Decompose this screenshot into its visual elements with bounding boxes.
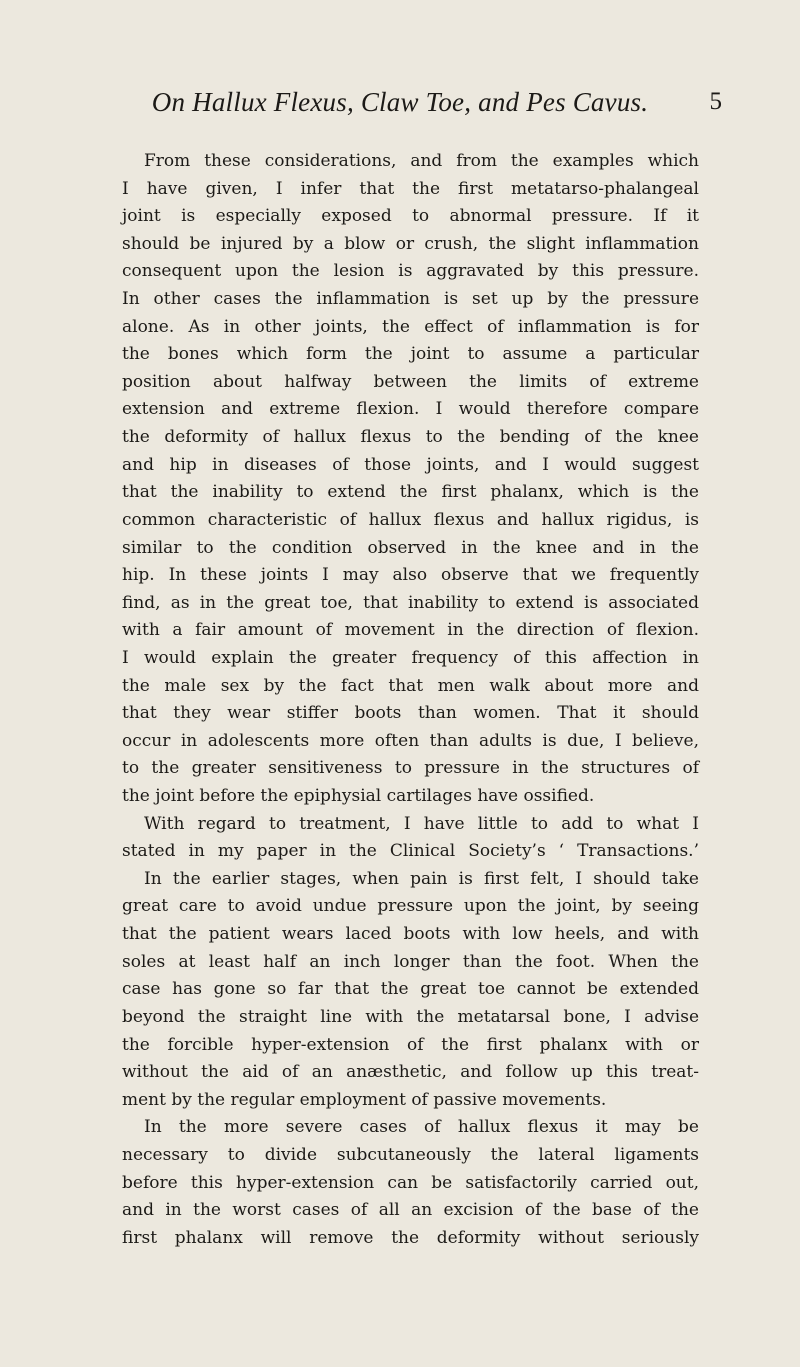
text-line: great care to avoid undue pressure upon the joint, by seeing	[122, 896, 699, 917]
text-line: hip. In these joints I may also observe that we frequently	[122, 565, 699, 586]
text-line: beyond the straight line with the metatarsal bone, I advise	[122, 1006, 699, 1027]
text-line: the male sex by the fact that men walk about more and	[122, 675, 699, 696]
text-line: From these considerations, and from the examples which	[144, 151, 699, 171]
text-line: position about halfway between the limits of extreme	[122, 371, 699, 392]
text-line: With regard to treatment, I have little to add to what I	[144, 813, 699, 834]
text-line: similar to the condition observed in the knee and in the	[122, 537, 699, 558]
text-line: alone. As in other joints, the effect of inflammation is for	[122, 316, 699, 337]
text-line: ment by the regular employment of passive movements.	[122, 1089, 607, 1110]
text-line: should be injured by a blow or crush, the slight inflammation	[122, 233, 699, 254]
page-number: 5	[709, 88, 722, 115]
text-line: case has gone so far that the great toe cannot be extended	[122, 979, 699, 1000]
page-header	[118, 84, 722, 120]
text-line: and hip in diseases of those joints, and I would suggest	[122, 454, 699, 475]
text-line: the deformity of hallux flexus to the bending of the knee	[122, 427, 699, 448]
text-line: with a fair amount of movement in the direction of flexion.	[122, 620, 699, 641]
text-line: the forcible hyper-extension of the first phalanx with or	[122, 1034, 699, 1055]
text-line: I have given, I infer that the first metatarso-phalangeal	[122, 178, 699, 199]
text-line: In the earlier stages, when pain is first felt, I should take	[144, 868, 699, 889]
text-line: soles at least half an inch longer than the foot. When the	[122, 951, 699, 972]
body-text	[122, 148, 699, 1252]
text-line: common characteristic of hallux flexus and hallux rigidus, is	[122, 509, 699, 530]
text-line: consequent upon the lesion is aggravated by this pressure.	[122, 261, 699, 282]
text-line: In the more severe cases of hallux flexus it may be	[144, 1117, 699, 1138]
text-line: that the patient wears laced boots with low heels, and with	[122, 924, 699, 945]
text-line: and in the worst cases of all an excision of the base of the	[122, 1200, 699, 1221]
text-line: to the greater sensitiveness to pressure in the structures of	[122, 758, 699, 779]
text-line: In other cases the inflammation is set up by the pressure	[122, 289, 699, 310]
text-line: necessary to divide subcutaneously the lateral ligaments	[122, 1144, 699, 1165]
text-line: I would explain the greater frequency of this affection in	[122, 647, 699, 668]
text-line: the bones which form the joint to assume a particular	[122, 344, 699, 365]
text-line: occur in adolescents more often than adults is due, I believe,	[122, 730, 699, 751]
text-line: joint is especially exposed to abnormal pressure. If it	[122, 206, 699, 227]
text-line: the joint before the epiphysial cartilages have ossified.	[122, 786, 595, 807]
text-line: without the aid of an anæsthetic, and follow up this treat-	[122, 1062, 699, 1083]
text-line: that they wear stiffer boots than women. That it should	[122, 703, 699, 724]
text-line: find, as in the great toe, that inability to extend is associated	[122, 592, 699, 613]
text-line: stated in my paper in the Clinical Society’s ‘ Transactions.’	[122, 841, 699, 862]
text-line: before this hyper-extension can be satisfactorily carried out,	[122, 1172, 699, 1193]
text-line: extension and extreme flexion. I would therefore compare	[122, 399, 699, 420]
text-line: that the inability to extend the first phalanx, which is the	[122, 482, 699, 503]
running-title: On Hallux Flexus, Claw Toe, and Pes Cavus.	[151, 87, 649, 117]
text-line: first phalanx will remove the deformity without seriously	[122, 1227, 699, 1248]
